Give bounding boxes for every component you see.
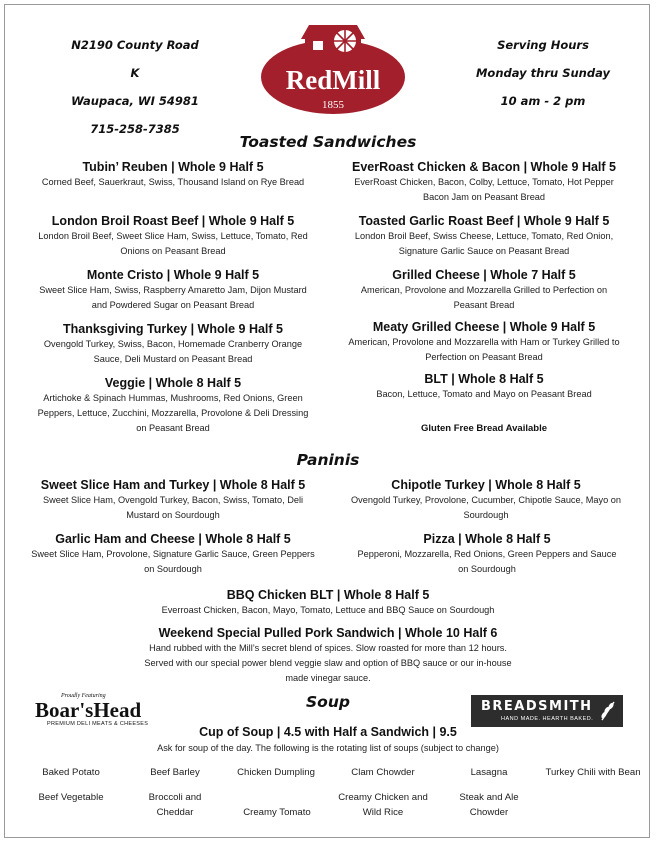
soup-note: Ask for soup of the day. The following is the rotating list of soups (subject to change) bbox=[157, 743, 499, 753]
item-title: Garlic Ham and Cheese | Whole 8 Half 5 bbox=[55, 532, 291, 546]
item-title: Monte Cristo | Whole 9 Half 5 bbox=[86, 268, 260, 282]
wheat-icon bbox=[599, 700, 617, 722]
menu-page bbox=[4, 4, 650, 838]
section-title-soup: Soup bbox=[306, 693, 350, 711]
item-description: Corned Beef, Sauerkraut, Swiss, Thousand Island on Rye Bread bbox=[41, 177, 305, 187]
item-title: Grilled Cheese | Whole 7 Half 5 bbox=[392, 268, 576, 282]
boars-head-tagline: Proudly Featuring bbox=[61, 693, 106, 699]
item-description: Hand rubbed with the Mill’s secret blend of spices. Slow roasted for more than 12 hours. Served with our special power blend veggie slaw and option of BBQ sauce or our in-house made vinegar sauce. bbox=[144, 643, 512, 683]
item-title: Thanksgiving Turkey | Whole 9 Half 5 bbox=[63, 322, 283, 336]
soup-item: Creamy Chicken and Wild Rice bbox=[338, 792, 428, 818]
menu-item bbox=[31, 477, 315, 523]
menu-item bbox=[29, 213, 317, 259]
item-title: BBQ Chicken BLT | Whole 8 Half 5 bbox=[226, 588, 430, 602]
mill-wheel-spokes bbox=[334, 30, 356, 52]
item-title: EverRoast Chicken & Bacon | Whole 9 Half 5 bbox=[352, 160, 616, 174]
item-description: Ovengold Turkey, Provolone, Cucumber, Chipotle Sauce, Mayo on Sourdough bbox=[351, 495, 621, 520]
soup-item: Chicken Dumpling bbox=[237, 767, 315, 778]
item-description: Sweet Slice Ham, Ovengold Turkey, Bacon, Swiss, Tomato, Deli Mustard on Sourdough bbox=[42, 495, 304, 520]
mill-window-icon bbox=[313, 41, 323, 50]
hours-title: Serving Hours bbox=[497, 38, 589, 52]
item-description: Pepperoni, Mozzarella, Red Onions, Green Peppers and Sauce on Sourdough bbox=[357, 549, 617, 574]
soup-item: Lasagna bbox=[470, 767, 508, 778]
menu-item bbox=[139, 625, 517, 686]
red-mill-logo-graphic bbox=[257, 17, 409, 117]
menu-item bbox=[345, 371, 623, 402]
item-description: Sweet Slice Ham, Swiss, Raspberry Amaretto Jam, Dijon Mustard and Powdered Sugar on Peasant Bread bbox=[39, 285, 307, 310]
hours-days: Monday thru Sunday bbox=[475, 66, 610, 80]
item-title: Pizza | Whole 8 Half 5 bbox=[423, 532, 551, 546]
hours-block bbox=[473, 31, 613, 115]
item-description: American, Provolone and Mozzarella Grilled to Perfection on Peasant Bread bbox=[360, 285, 608, 310]
section-title-paninis: Paninis bbox=[296, 451, 360, 469]
soup-cup-price: Cup of Soup | 4.5 with Half a Sandwich | 9.5 bbox=[199, 725, 457, 739]
menu-item bbox=[349, 159, 619, 205]
gluten-free-note: Gluten Free Bread Available bbox=[420, 423, 547, 434]
menu-item bbox=[33, 159, 313, 190]
soup-item: Creamy Tomato bbox=[243, 807, 311, 818]
soup-item: Turkey Chili with Bean bbox=[545, 767, 641, 778]
item-description: London Broil Beef, Sweet Slice Ham, Swiss, Lettuce, Tomato, Red Onions on Peasant Bread bbox=[38, 231, 308, 256]
item-title: Weekend Special Pulled Pork Sandwich | Whole 10 Half 6 bbox=[158, 626, 498, 640]
menu-item bbox=[33, 375, 313, 436]
breadsmith-tagline: HAND MADE. HEARTH BAKED. bbox=[501, 716, 594, 722]
red-mill-logo bbox=[257, 17, 409, 117]
soup-item: Baked Potato bbox=[42, 767, 100, 778]
menu-item bbox=[345, 319, 623, 365]
item-title: London Broil Roast Beef | Whole 9 Half 5 bbox=[51, 214, 295, 228]
breadsmith-name: BREADSMITH bbox=[481, 699, 593, 714]
menu-item bbox=[351, 477, 621, 523]
menu-item bbox=[357, 531, 617, 577]
item-title: Tubin’ Reuben | Whole 9 Half 5 bbox=[82, 160, 264, 174]
menu-item bbox=[125, 587, 531, 618]
menu-item bbox=[33, 321, 313, 367]
phone-number: 715-258-7385 bbox=[90, 122, 180, 136]
item-description: EverRoast Chicken, Bacon, Colby, Lettuce, Tomato, Hot Pepper Bacon Jam on Peasant Bread bbox=[354, 177, 614, 202]
item-description: London Broil Beef, Swiss Cheese, Lettuce, Tomato, Red Onion, Signature Garlic Sauce on Peasant Bread bbox=[354, 231, 614, 256]
item-title: Meaty Grilled Cheese | Whole 9 Half 5 bbox=[372, 320, 596, 334]
item-title: Sweet Slice Ham and Turkey | Whole 8 Half 5 bbox=[40, 478, 306, 492]
address-block bbox=[65, 31, 205, 143]
item-description: Sweet Slice Ham, Provolone, Signature Garlic Sauce, Green Peppers on Sourdough bbox=[31, 549, 315, 574]
item-title: BLT | Whole 8 Half 5 bbox=[424, 372, 544, 386]
address-line-1: N2190 County Road K bbox=[71, 38, 199, 80]
item-description: Ovengold Turkey, Swiss, Bacon, Homemade Cranberry Orange Sauce, Deli Mustard on Peasant Bread bbox=[43, 339, 303, 364]
item-title: Toasted Garlic Roast Beef | Whole 9 Half 5 bbox=[358, 214, 610, 228]
menu-item bbox=[345, 213, 623, 259]
item-description: Everroast Chicken, Bacon, Mayo, Tomato, Lettuce and BBQ Sauce on Sourdough bbox=[161, 605, 495, 615]
soup-item: Beef Barley bbox=[150, 767, 200, 778]
soup-item: Steak and Ale Chowder bbox=[459, 792, 519, 818]
address-line-2: Waupaca, WI 54981 bbox=[71, 94, 199, 108]
boars-head-subtitle: PREMIUM DELI MEATS & CHEESES bbox=[47, 721, 149, 727]
soup-item: Clam Chowder bbox=[351, 767, 415, 778]
item-title: Chipotle Turkey | Whole 8 Half 5 bbox=[391, 478, 581, 492]
item-description: Bacon, Lettuce, Tomato and Mayo on Peasant Bread bbox=[376, 389, 592, 399]
breadsmith-logo bbox=[471, 695, 623, 727]
logo-name: RedMill bbox=[285, 65, 381, 95]
menu-item bbox=[359, 267, 609, 313]
hours-time: 10 am - 2 pm bbox=[500, 94, 586, 108]
logo-year: 1855 bbox=[322, 99, 344, 111]
section-title-toasted: Toasted Sandwiches bbox=[239, 133, 417, 151]
item-description: Artichoke & Spinach Hummas, Mushrooms, Red Onions, Green Peppers, Lettuce, Zucchini, Mozzarella, Provolone & Deli Dressing on Peasant Bread bbox=[37, 393, 309, 433]
item-title: Veggie | Whole 8 Half 5 bbox=[104, 376, 242, 390]
item-description: American, Provolone and Mozzarella with Ham or Turkey Grilled to Perfection on Peasant Bread bbox=[348, 337, 620, 362]
boars-head-name: Boar'sHead bbox=[35, 698, 142, 722]
menu-item bbox=[33, 267, 313, 313]
soup-item: Beef Vegetable bbox=[38, 792, 104, 803]
soup-item: Broccoli and Cheddar bbox=[148, 792, 202, 818]
soup-pricing bbox=[125, 724, 531, 740]
menu-item bbox=[31, 531, 315, 577]
